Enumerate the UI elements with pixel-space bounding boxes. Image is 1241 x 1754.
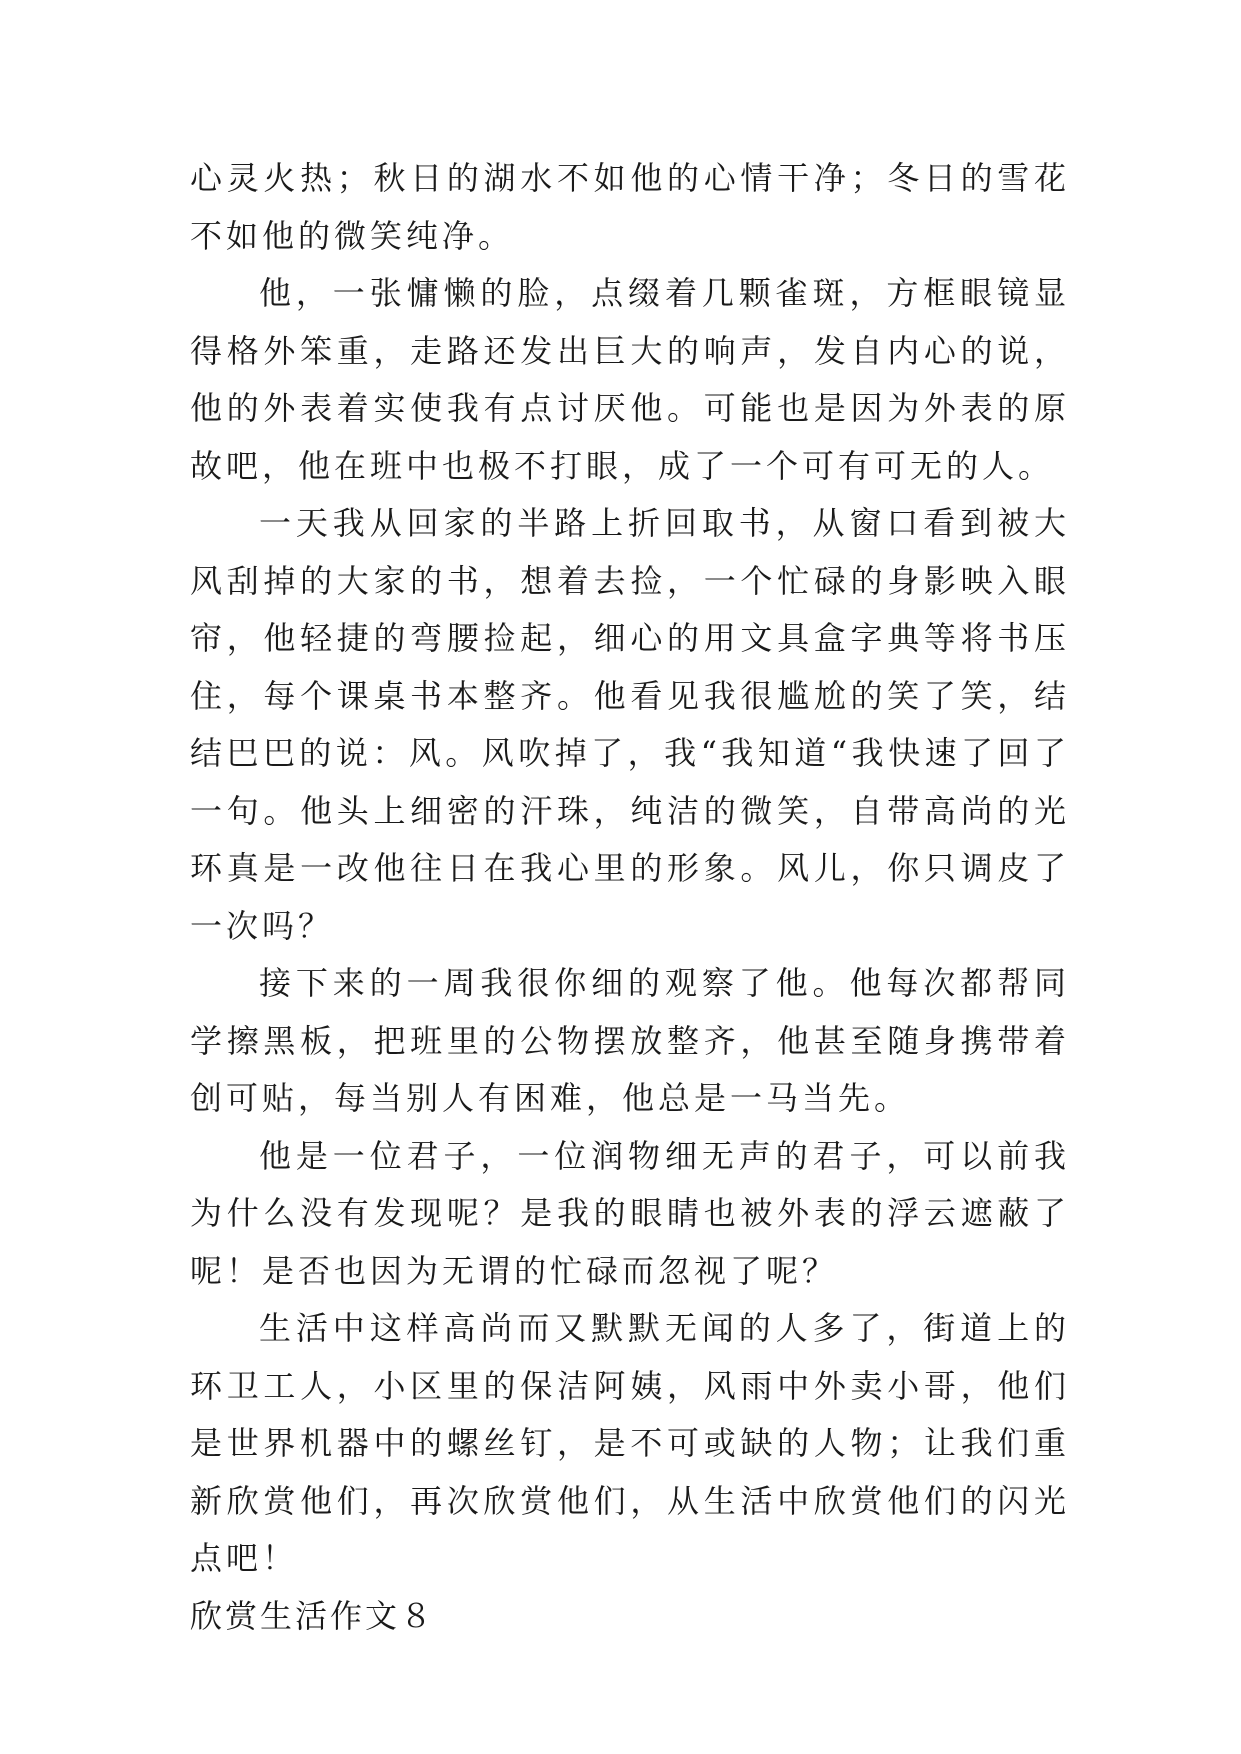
paragraph-continuation: 心灵火热；秋日的湖水不如他的心情干净；冬日的雪花不如他的微笑纯净。 <box>190 159 1070 255</box>
paragraph: 接下来的一周我很你细的观察了他。他每次都帮同学擦黑板，把班里的公物摆放整齐，他甚至随身携带着创可贴，每当别人有困难，他总是一马当先。 <box>190 964 1070 1117</box>
paragraph: 他，一张慵懒的脸，点缀着几颗雀斑，方框眼镜显得格外笨重，走路还发出巨大的响声，发自内心的说，他的外表着实使我有点讨厌他。可能也是因为外表的原故吧，他在班中也极不打眼，成了一个可有可无的人。 <box>190 274 1070 485</box>
document-page <box>190 150 1070 1645</box>
paragraph: 他是一位君子，一位润物细无声的君子，可以前我为什么没有发现呢？是我的眼睛也被外表的浮云遮蔽了呢！是否也因为无谓的忙碌而忽视了呢？ <box>190 1136 1070 1290</box>
paragraph: 生活中这样高尚而又默默无闻的人多了，街道上的环卫工人，小区里的保洁阿姨，风雨中外卖小哥，他们是世界机器中的螺丝钉，是不可或缺的人物；让我们重新欣赏他们，再次欣赏他们，从生活中欣赏他们的闪光点吧！ <box>190 1309 1070 1577</box>
paragraph: 一天我从回家的半路上折回取书，从窗口看到被大风刮掉的大家的书，想着去捡，一个忙碌的身影映入眼帘，他轻捷的弯腰捡起，细心的用文具盒字典等将书压住，每个课桌书本整齐。他看见我很尴尬的笑了笑，结结巴巴的说：风。风吹掉了，我“我知道“我快速了回了一句。他头上细密的汗珠，纯洁的微笑，自带高尚的光环真是一改他往日在我心里的形象。风儿，你只调皮了一次吗？ <box>190 504 1070 945</box>
section-heading: 欣赏生活作文８ <box>190 1596 436 1635</box>
